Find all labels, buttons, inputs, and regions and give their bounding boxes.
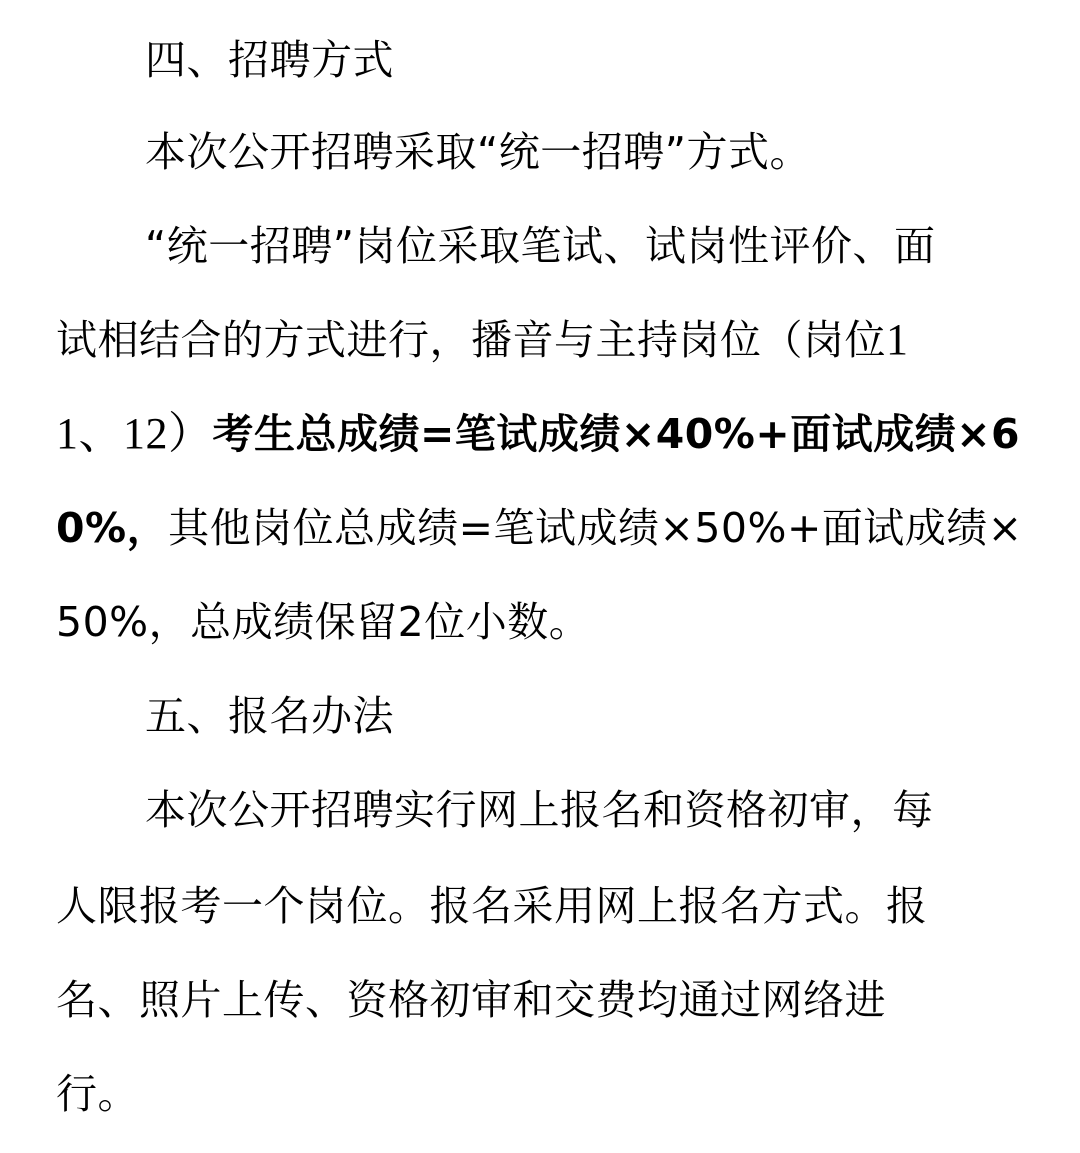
line-2-text: 试相结合的方式进行，播音与主持岗位（岗位 — [56, 316, 886, 364]
section-5-paragraph-line-4: 行。 — [56, 1070, 139, 1118]
section-4-paragraph-2-line-4 — [56, 498, 1023, 558]
section-4-paragraph-2-line-2 — [56, 310, 909, 370]
section-5-paragraph-line-1: 本次公开招聘实行网上报名和资格初审，每 — [145, 786, 934, 834]
section-5-paragraph-line-3: 名、照片上传、资格初审和交费均通过网络进 — [56, 976, 886, 1024]
section-4-paragraph-1: 本次公开招聘采取“统一招聘”方式。 — [145, 128, 811, 176]
section-4-paragraph-2-line-1: “统一招聘”岗位采取笔试、试岗性评价、面 — [145, 222, 936, 270]
line-4-formula-normal: 其他岗位总成绩=笔试成绩×50%+面试成绩× — [168, 504, 1023, 552]
section-4-paragraph-2-line-5: 50%，总成绩保留2位小数。 — [56, 598, 591, 646]
section-5-heading: 五、报名办法 — [145, 692, 394, 740]
section-5-paragraph-line-2: 人限报考一个岗位。报名采用网上报名方式。报 — [56, 882, 928, 930]
section-4-heading: 四、招聘方式 — [145, 36, 394, 84]
line-3-formula-bold: 考生总成绩=笔试成绩×40%+面试成绩×6 — [212, 410, 1021, 458]
line-2-number: 1 — [886, 315, 909, 364]
line-4-bold-end: 0%， — [56, 504, 169, 552]
section-4-paragraph-2-line-3 — [56, 404, 1020, 464]
line-3-prefix: 1、12） — [56, 409, 213, 458]
